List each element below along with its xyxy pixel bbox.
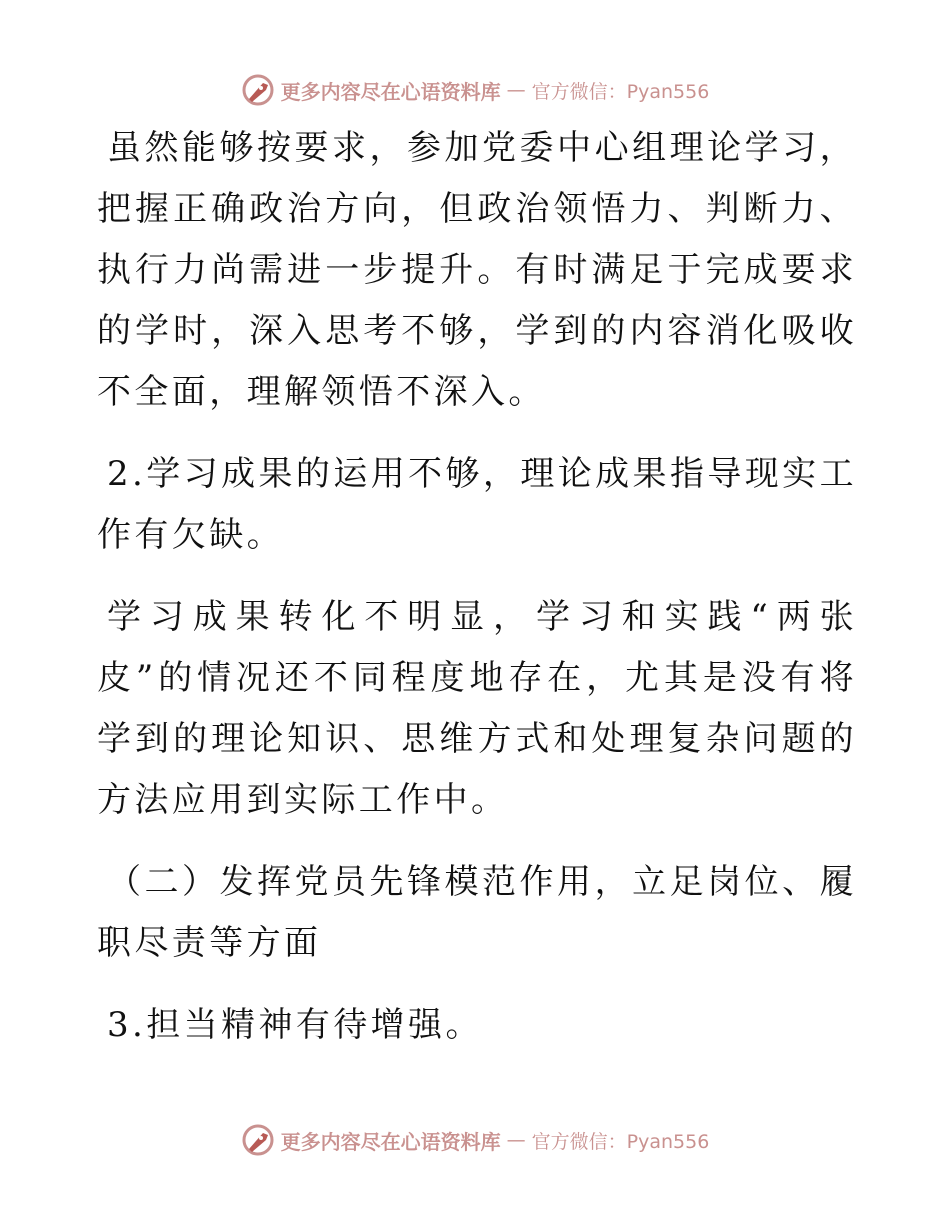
header-separator: — [506,79,526,101]
header-banner [0,70,950,110]
paragraph-1: 虽然能够按要求，参加党委中心组理论学习，把握正确政治方向，但政治领悟力、判断力、执行力尚需进一步提升。有时满足于完成要求的学时，深入思考不够，学到的内容消化吸收不全面，理解领悟不深入。 [97,128,857,412]
document-body [97,118,857,1077]
pen-nib-circle-icon [241,1123,275,1157]
paragraph-2: 2.学习成果的运用不够，理论成果指导现实工作有欠缺。 [97,454,857,555]
pen-nib-circle-icon [241,73,275,107]
footer-wechat-text: 官方微信：Pyan556 [531,1130,710,1153]
header-wechat-text: 官方微信：Pyan556 [531,80,710,103]
footer-separator: — [506,1129,526,1151]
paragraph-3: 学习成果转化不明显，学习和实践“两张皮”的情况还不同程度地存在，尤其是没有将学到的理论知识、思维方式和处理复杂问题的方法应用到实际工作中。 [97,597,857,820]
footer-brand-text: 更多内容尽在心语资料库 [280,1129,501,1154]
paragraph-5: 3.担当精神有待增强。 [107,1005,483,1045]
footer-banner [0,1120,950,1160]
paragraph-4: （二）发挥党员先锋模范作用，立足岗位、履职尽责等方面 [97,862,857,963]
header-brand-text: 更多内容尽在心语资料库 [280,79,501,104]
